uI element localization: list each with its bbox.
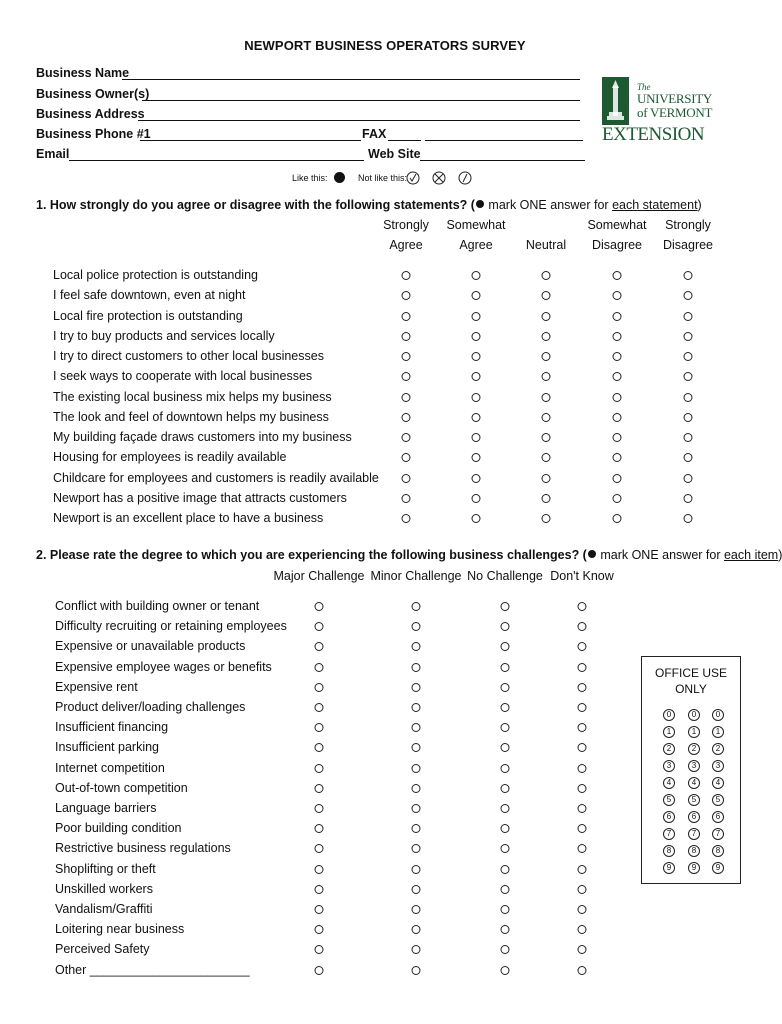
q2-col-header: Don't Know — [550, 569, 614, 583]
legend-not-like-this: Not like this: — [358, 173, 408, 183]
q2-answer-bubble[interactable] — [412, 885, 421, 894]
q1-col-header-l1: Somewhat — [587, 218, 647, 232]
office-digit-bubble[interactable]: 5 — [712, 794, 724, 806]
q1-answer-bubble[interactable] — [402, 393, 411, 402]
office-digit-bubble[interactable]: 4 — [663, 777, 675, 789]
q2-answer-bubble[interactable] — [315, 824, 324, 833]
q1-item-label: I feel safe downtown, even at night — [53, 288, 246, 303]
fax-label: FAX — [362, 127, 387, 141]
q1-answer-bubble[interactable] — [542, 372, 551, 381]
q1-item-label: Local fire protection is outstanding — [53, 308, 243, 323]
q2-answer-bubble[interactable] — [412, 743, 421, 752]
q2-answer-bubble[interactable] — [315, 905, 324, 914]
q1-answer-bubble[interactable] — [402, 433, 411, 442]
q1-answer-bubble[interactable] — [684, 433, 693, 442]
office-digit-bubble[interactable]: 7 — [688, 828, 700, 840]
office-digit-bubble[interactable]: 3 — [688, 760, 700, 772]
logo-extension: EXTENSION — [602, 124, 705, 145]
business-phone-label: Business Phone #1 — [36, 127, 151, 141]
q2-answer-bubble[interactable] — [578, 764, 587, 773]
q2-answer-bubble[interactable] — [578, 683, 587, 692]
business-name-row — [36, 66, 581, 82]
q2-answer-bubble[interactable] — [315, 683, 324, 692]
q2-answer-bubble[interactable] — [412, 642, 421, 651]
q2-answer-bubble[interactable] — [315, 844, 324, 853]
q1-answer-bubble[interactable] — [542, 352, 551, 361]
business-name-line[interactable] — [122, 79, 580, 80]
q2-answer-bubble[interactable] — [501, 885, 510, 894]
q2-answer-bubble[interactable] — [578, 784, 587, 793]
logo-university: UNIVERSITY — [637, 91, 712, 106]
q2-answer-bubble[interactable] — [315, 784, 324, 793]
q2-answer-bubble[interactable] — [501, 784, 510, 793]
q2-answer-bubble[interactable] — [315, 723, 324, 732]
q2-item-label: Shoplifting or theft — [55, 861, 156, 876]
logo-the: The — [637, 82, 651, 92]
q1-answer-bubble[interactable] — [472, 393, 481, 402]
q2-answer-bubble[interactable] — [501, 905, 510, 914]
office-use-box — [641, 656, 741, 884]
q2-answer-bubble[interactable] — [315, 764, 324, 773]
q2-answer-bubble[interactable] — [501, 865, 510, 874]
q2-answer-bubble[interactable] — [578, 844, 587, 853]
q1-col-header-l1: Strongly — [665, 218, 711, 232]
q1-answer-bubble[interactable] — [684, 494, 693, 503]
q2-answer-bubble[interactable] — [501, 683, 510, 692]
q2-answer-bubble[interactable] — [315, 966, 324, 975]
q1-answer-bubble[interactable] — [613, 291, 622, 300]
q1-item-label: My building façade draws customers into my business — [53, 430, 352, 444]
office-digit-bubble[interactable]: 0 — [688, 709, 700, 721]
q1-answer-bubble[interactable] — [684, 312, 693, 321]
q1-answer-bubble[interactable] — [542, 474, 551, 483]
q2-answer-bubble[interactable] — [578, 602, 587, 611]
q1-answer-bubble[interactable] — [684, 474, 693, 483]
q1-col-header-l2: Agree — [389, 238, 423, 252]
q2-answer-bubble[interactable] — [412, 602, 421, 611]
q2-answer-bubble[interactable] — [501, 844, 510, 853]
q2-item-label: Conflict with building owner or tenant — [55, 599, 260, 613]
q2-answer-bubble[interactable] — [578, 663, 587, 672]
marking-legend — [290, 172, 490, 186]
q1-answer-bubble[interactable] — [542, 413, 551, 422]
q2-answer-bubble[interactable] — [315, 642, 324, 651]
q2-answer-bubble[interactable] — [501, 642, 510, 651]
business-address-row — [36, 107, 581, 123]
q1-answer-bubble[interactable] — [684, 291, 693, 300]
survey-title: NEWPORT BUSINESS OPERATORS SURVEY — [244, 38, 526, 53]
q2-answer-bubble[interactable] — [412, 784, 421, 793]
q1-answer-bubble[interactable] — [472, 474, 481, 483]
q1-instruction-pre: mark ONE answer for — [484, 198, 613, 212]
legend-like-this: Like this: — [292, 173, 328, 183]
office-digit-bubble[interactable]: 5 — [688, 794, 700, 806]
q1-answer-bubble[interactable] — [402, 271, 411, 280]
q1-col-header-l1: Somewhat — [446, 218, 506, 232]
q2-col-header: Major Challenge — [273, 569, 365, 583]
web-site-line[interactable] — [420, 160, 585, 161]
office-digit-bubble[interactable]: 6 — [712, 811, 724, 823]
q1-answer-bubble[interactable] — [613, 271, 622, 280]
office-digit-bubble[interactable]: 3 — [712, 760, 724, 772]
q2-item-label: Poor building condition — [55, 821, 182, 836]
q1-answer-bubble[interactable] — [684, 352, 693, 361]
q2-item-label: Unskilled workers — [55, 881, 153, 896]
office-digit-bubble[interactable]: 8 — [688, 845, 700, 857]
fax-line-a[interactable] — [388, 140, 421, 141]
q1-answer-bubble[interactable] — [613, 332, 622, 341]
q2-item-label: Expensive or unavailable products — [55, 639, 246, 654]
q1-answer-bubble[interactable] — [684, 413, 693, 422]
q1-answer-bubble[interactable] — [542, 433, 551, 442]
q2-item-label: Perceived Safety — [55, 942, 150, 957]
q1-answer-bubble[interactable] — [472, 352, 481, 361]
q1-answer-bubble[interactable] — [542, 291, 551, 300]
q1-item-label: I try to buy products and services locally — [53, 328, 275, 343]
office-digit-bubble[interactable]: 7 — [712, 828, 724, 840]
q1-item-label: Newport is an excellent place to have a business — [53, 511, 324, 525]
q1-answer-bubble[interactable] — [542, 312, 551, 321]
q2-answer-bubble[interactable] — [501, 804, 510, 813]
office-digit-bubble[interactable]: 6 — [688, 811, 700, 823]
q1-instruction-underlined: each statement — [612, 198, 698, 212]
q1-answer-bubble[interactable] — [542, 494, 551, 503]
office-digit-bubble[interactable]: 2 — [712, 743, 724, 755]
business-address-label: Business Address — [36, 107, 145, 121]
office-use-title-line1: OFFICE USE — [654, 666, 727, 680]
q1-answer-bubble[interactable] — [472, 453, 481, 462]
filled-bubble-icon — [588, 550, 596, 558]
q1-answer-bubble[interactable] — [472, 312, 481, 321]
logo-of-vermont: of VERMONT — [637, 105, 713, 120]
q1-answer-bubble[interactable] — [613, 433, 622, 442]
q1-col-header-l2: Disagree — [662, 238, 714, 252]
q1-instruction-post: ) — [697, 198, 702, 212]
q1-answer-bubble[interactable] — [613, 372, 622, 381]
q2-answer-bubble[interactable] — [501, 723, 510, 732]
q2-answer-bubble[interactable] — [501, 743, 510, 752]
q2-item-label: Insufficient parking — [55, 740, 159, 755]
q2-instruction-pre: mark ONE answer for — [596, 548, 724, 562]
q2-col-header: No Challenge — [467, 569, 543, 583]
q1-col-header-l2: Agree — [459, 238, 493, 252]
office-use-title-line2: ONLY — [675, 682, 707, 696]
office-digit-bubble[interactable]: 9 — [712, 862, 724, 874]
office-digit-bubble[interactable]: 0 — [663, 709, 675, 721]
q2-item-label: Difficulty recruiting or retaining employees — [55, 619, 287, 634]
office-digit-bubble[interactable]: 1 — [663, 726, 675, 738]
business-phone-row — [36, 127, 586, 143]
q2-item-label: Other _______________________ — [55, 962, 250, 977]
q1-answer-bubble[interactable] — [613, 312, 622, 321]
q2-question: 2. Please rate the degree to which you are experiencing the following business challenges? ( — [36, 548, 587, 562]
office-digit-bubble[interactable]: 4 — [712, 777, 724, 789]
q2-answer-bubble[interactable] — [501, 602, 510, 611]
office-digit-bubble[interactable]: 5 — [663, 794, 675, 806]
q2-answer-bubble[interactable] — [412, 804, 421, 813]
q2-answer-bubble[interactable] — [501, 622, 510, 631]
q2-answer-bubble[interactable] — [315, 865, 324, 874]
q2-answer-bubble[interactable] — [578, 723, 587, 732]
q2-item-label: Restrictive business regulations — [55, 841, 231, 856]
q2-answer-bubble[interactable] — [501, 966, 510, 975]
q1-answer-bubble[interactable] — [613, 514, 622, 523]
q1-item-label: Local police protection is outstanding — [53, 268, 258, 282]
q2-answer-bubble[interactable] — [412, 622, 421, 631]
q2-answer-bubble[interactable] — [578, 703, 587, 712]
q1-answer-bubble[interactable] — [542, 514, 551, 523]
q1-title — [36, 198, 702, 212]
q2-answer-bubble[interactable] — [315, 663, 324, 672]
office-digit-bubble[interactable]: 2 — [663, 743, 675, 755]
q1-col-header-l2: Disagree — [591, 238, 643, 252]
check-bubble-icon — [406, 171, 420, 187]
q2-answer-bubble[interactable] — [412, 663, 421, 672]
q2-answer-bubble[interactable] — [315, 602, 324, 611]
q2-answer-bubble[interactable] — [315, 743, 324, 752]
q2-answer-bubble[interactable] — [412, 824, 421, 833]
q2-item-label: Expensive employee wages or benefits — [55, 659, 272, 674]
office-digit-bubble[interactable]: 2 — [688, 743, 700, 755]
q1-answer-bubble[interactable] — [402, 514, 411, 523]
q1-item-label: I try to direct customers to other local businesses — [53, 349, 324, 363]
q1-answer-bubble[interactable] — [613, 352, 622, 361]
office-digit-bubble[interactable]: 9 — [663, 862, 675, 874]
q1-answer-bubble[interactable] — [472, 372, 481, 381]
fax-line-b[interactable] — [425, 140, 583, 141]
q2-answer-bubble[interactable] — [578, 642, 587, 651]
business-name-label: Business Name — [36, 66, 130, 80]
q2-col-header: Minor Challenge — [370, 569, 462, 583]
q2-instruction-post: ) — [778, 548, 782, 562]
q2-answer-bubble[interactable] — [501, 925, 510, 934]
q1-answer-bubble[interactable] — [684, 271, 693, 280]
q2-item-label: Insufficient financing — [55, 720, 169, 735]
office-digit-bubble[interactable]: 3 — [663, 760, 675, 772]
q2-answer-bubble[interactable] — [412, 723, 421, 732]
office-digit-bubble[interactable]: 1 — [712, 726, 724, 738]
q1-answer-bubble[interactable] — [472, 514, 481, 523]
filled-bubble-icon — [476, 200, 484, 208]
q2-answer-bubble[interactable] — [578, 824, 587, 833]
q2-answer-bubble[interactable] — [315, 703, 324, 712]
email-row — [36, 147, 586, 163]
q1-answer-bubble[interactable] — [402, 291, 411, 300]
q2-answer-bubble[interactable] — [578, 622, 587, 631]
q2-answer-bubble[interactable] — [315, 804, 324, 813]
q1-answer-bubble[interactable] — [402, 332, 411, 341]
web-site-label: Web Site — [368, 147, 421, 161]
slash-bubble-icon — [458, 171, 472, 187]
q2-item-label: Out-of-town competition — [55, 780, 188, 795]
q1-answer-bubble[interactable] — [613, 494, 622, 503]
q1-answer-bubble[interactable] — [402, 453, 411, 462]
q1-answer-bubble[interactable] — [613, 393, 622, 402]
q1-answer-bubble[interactable] — [402, 352, 411, 361]
q1-answer-bubble[interactable] — [542, 393, 551, 402]
email-line[interactable] — [69, 160, 364, 161]
q2-answer-bubble[interactable] — [578, 905, 587, 914]
business-owners-row — [36, 87, 581, 103]
q1-answer-bubble[interactable] — [542, 271, 551, 280]
office-use-title — [642, 665, 740, 697]
q2-answer-bubble[interactable] — [412, 925, 421, 934]
q1-answer-bubble[interactable] — [542, 332, 551, 341]
q1-answer-bubble[interactable] — [472, 332, 481, 341]
q2-answer-bubble[interactable] — [578, 865, 587, 874]
q1-answer-bubble[interactable] — [613, 453, 622, 462]
q2-item-label: Internet competition — [55, 760, 165, 775]
q1-item-label: The existing local business mix helps my business — [53, 389, 332, 404]
q2-item-label: Product deliver/loading challenges — [55, 700, 246, 714]
q1-item-label: I seek ways to cooperate with local businesses — [53, 369, 313, 384]
q2-answer-bubble[interactable] — [501, 824, 510, 833]
q2-answer-bubble[interactable] — [412, 844, 421, 853]
q2-item-label: Expensive rent — [55, 679, 138, 694]
q2-answer-bubble[interactable] — [315, 925, 324, 934]
q1-answer-bubble[interactable] — [472, 271, 481, 280]
email-label: Email — [36, 147, 70, 161]
q2-answer-bubble[interactable] — [412, 703, 421, 712]
business-phone-line[interactable] — [140, 140, 361, 141]
q1-answer-bubble[interactable] — [402, 372, 411, 381]
q2-answer-bubble[interactable] — [501, 764, 510, 773]
q2-answer-bubble[interactable] — [412, 966, 421, 975]
q1-answer-bubble[interactable] — [472, 433, 481, 442]
business-address-line[interactable] — [138, 120, 580, 121]
q2-title — [36, 548, 782, 562]
q2-answer-bubble[interactable] — [578, 945, 587, 954]
q2-answer-bubble[interactable] — [501, 703, 510, 712]
office-digit-bubble[interactable]: 6 — [663, 811, 675, 823]
office-digit-bubble[interactable]: 1 — [688, 726, 700, 738]
q2-answer-bubble[interactable] — [315, 622, 324, 631]
q1-answer-bubble[interactable] — [402, 474, 411, 483]
q2-answer-bubble[interactable] — [578, 804, 587, 813]
q2-item-label: Loitering near business — [55, 922, 185, 937]
q1-answer-bubble[interactable] — [542, 453, 551, 462]
q2-answer-bubble[interactable] — [501, 945, 510, 954]
business-owners-label: Business Owner(s) — [36, 87, 150, 101]
office-digit-bubble[interactable]: 4 — [688, 777, 700, 789]
uvm-extension-logo — [600, 72, 720, 146]
office-digit-bubble[interactable]: 8 — [663, 845, 675, 857]
q1-answer-bubble[interactable] — [684, 514, 693, 523]
q2-item-label: Language barriers — [55, 801, 157, 815]
q2-answer-bubble[interactable] — [578, 925, 587, 934]
q2-answer-bubble[interactable] — [578, 743, 587, 752]
q1-col-header-l1: Strongly — [383, 218, 429, 232]
q1-answer-bubble[interactable] — [402, 312, 411, 321]
office-digit-bubble[interactable]: 7 — [663, 828, 675, 840]
q2-answer-bubble[interactable] — [315, 885, 324, 894]
q1-answer-bubble[interactable] — [402, 413, 411, 422]
q2-answer-bubble[interactable] — [412, 865, 421, 874]
q1-answer-bubble[interactable] — [684, 332, 693, 341]
q2-answer-bubble[interactable] — [501, 663, 510, 672]
office-digit-bubble[interactable]: 8 — [712, 845, 724, 857]
q1-item-label: Newport has a positive image that attracts customers — [53, 490, 347, 505]
q1-answer-bubble[interactable] — [613, 413, 622, 422]
q2-answer-bubble[interactable] — [315, 945, 324, 954]
office-digit-bubble[interactable]: 9 — [688, 862, 700, 874]
q2-answer-bubble[interactable] — [578, 885, 587, 894]
q1-item-label: Housing for employees is readily available — [53, 450, 287, 465]
q1-answer-bubble[interactable] — [472, 291, 481, 300]
q1-answer-bubble[interactable] — [613, 474, 622, 483]
q1-answer-bubble[interactable] — [472, 494, 481, 503]
q2-answer-bubble[interactable] — [412, 945, 421, 954]
filled-bubble-icon — [334, 172, 345, 183]
q1-item-label: The look and feel of downtown helps my business — [53, 409, 329, 424]
q1-answer-bubble[interactable] — [402, 494, 411, 503]
q2-answer-bubble[interactable] — [578, 966, 587, 975]
q1-answer-bubble[interactable] — [684, 393, 693, 402]
q2-instruction-underlined: each item — [723, 548, 779, 562]
q1-answer-bubble[interactable] — [472, 413, 481, 422]
q2-answer-bubble[interactable] — [412, 764, 421, 773]
q2-item-label: Vandalism/Graffiti — [55, 902, 153, 916]
business-owners-line[interactable] — [142, 100, 580, 101]
x-bubble-icon — [432, 171, 446, 187]
q2-answer-bubble[interactable] — [412, 905, 421, 914]
q2-answer-bubble[interactable] — [412, 683, 421, 692]
q1-answer-bubble[interactable] — [684, 372, 693, 381]
q1-col-header-l2: Neutral — [525, 238, 567, 252]
q1-question: 1. How strongly do you agree or disagree with the following statements? ( — [36, 198, 475, 212]
q1-answer-bubble[interactable] — [684, 453, 693, 462]
office-digit-bubble[interactable]: 0 — [712, 709, 724, 721]
q1-item-label: Childcare for employees and customers is readily available — [53, 470, 379, 485]
